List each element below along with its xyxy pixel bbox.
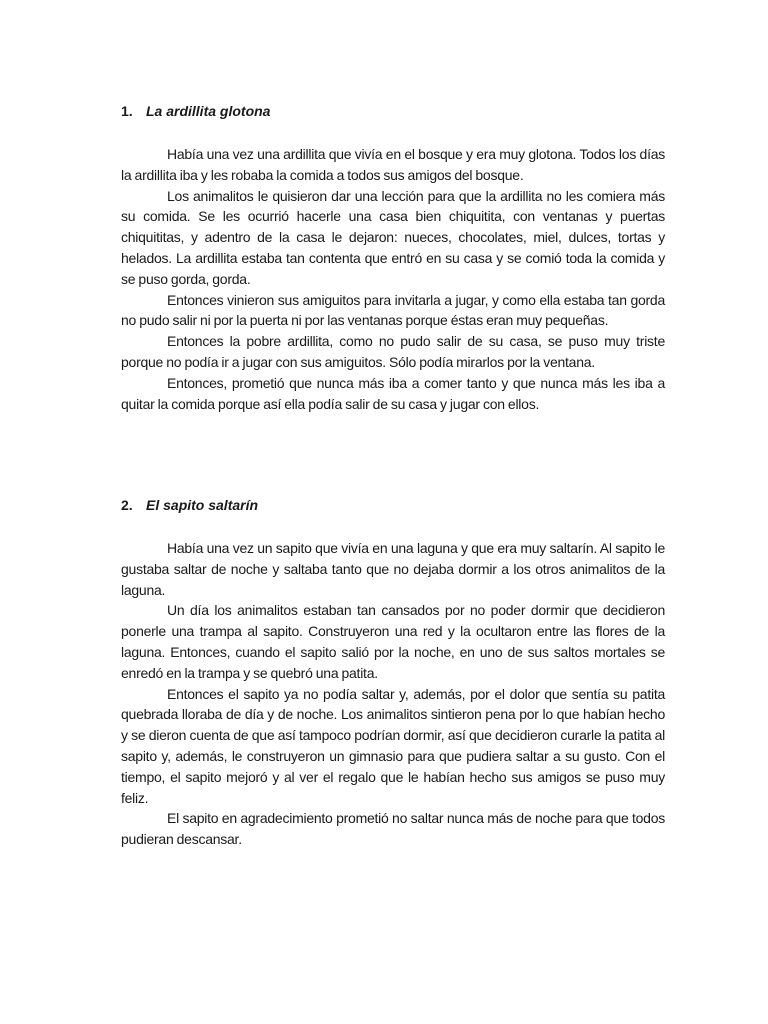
paragraph: Había una vez una ardillita que vivía en el bosque y era muy glotona. Todos los días la ardillita iba y les robaba la comida a todos sus amigos del bosque.: [121, 146, 665, 183]
story-title: La ardillita glotona: [146, 103, 271, 119]
story-sapito: [121, 495, 665, 850]
paragraph: Había una vez un sapito que vivía en una laguna y que era muy saltarín. Al sapito le gustaba saltar de noche y saltaba tanto que no dejaba dormir a los otros animalitos de la laguna.: [121, 540, 665, 598]
story-heading: [121, 101, 665, 121]
story-body: [121, 144, 665, 414]
paragraph: Entonces vinieron sus amiguitos para invitarla a jugar, y como ella estaba tan gorda no pudo salir ni por la puerta ni por las ventanas porque éstas eran muy pequeñas.: [121, 291, 665, 329]
paragraph: Un día los animalitos estaban tan cansados por no poder dormir que decidieron ponerle una trampa al sapito. Construyeron una red y la ocultaron entre las flores de la laguna. Entonces, cuando el sapito salió por la noche, en uno de sus saltos mortales se enredó en la trampa y se quebró una patita.: [121, 602, 665, 681]
story-title: El sapito saltarín: [146, 497, 259, 513]
story-body: [121, 538, 665, 850]
paragraph: El sapito en agradecimiento prometió no saltar nunca más de noche para que todos pudieran descansar.: [121, 810, 665, 848]
paragraph: Entonces el sapito ya no podía saltar y, además, por el dolor que sentía su patita quebrada lloraba de día y de noche. Los animalitos sintieron pena por lo que habían hecho y se dieron cuenta de que así tampoco podrían dormir, así que decidieron curarle la patita al sapito y, además, le construyeron un gimnasio para que pudiera saltar a su gusto. Con el tiempo, el sapito mejoró y al ver el regalo que le habían hecho sus amigos se puso muy feliz.: [121, 685, 665, 806]
paragraph: Entonces la pobre ardillita, como no pudo salir de su casa, se puso muy triste porque no podía ir a jugar con sus amiguitos. Sólo podía mirarlos por la ventana.: [121, 333, 665, 370]
paragraph: Entonces, prometió que nunca más iba a comer tanto y que nunca más les iba a quitar la comida porque así ella podía salir de su casa y jugar con ellos.: [121, 374, 665, 412]
paragraph: Los animalitos le quisieron dar una lección para que la ardillita no les comiera más su comida. Se les ocurrió hacerle una casa bien chiquitita, con ventanas y puertas chiquititas, y adentro de la casa le dejaron: nueces, chocolates, miel, dulces, tortas y helados. La ardillita estaba tan contenta que entró en su casa y se comió toda la comida y se puso gorda, gorda.: [121, 187, 665, 287]
story-number: 1.: [121, 103, 133, 119]
story-number: 2.: [121, 497, 133, 513]
story-heading: [121, 495, 665, 515]
story-ardillita: [121, 101, 665, 414]
